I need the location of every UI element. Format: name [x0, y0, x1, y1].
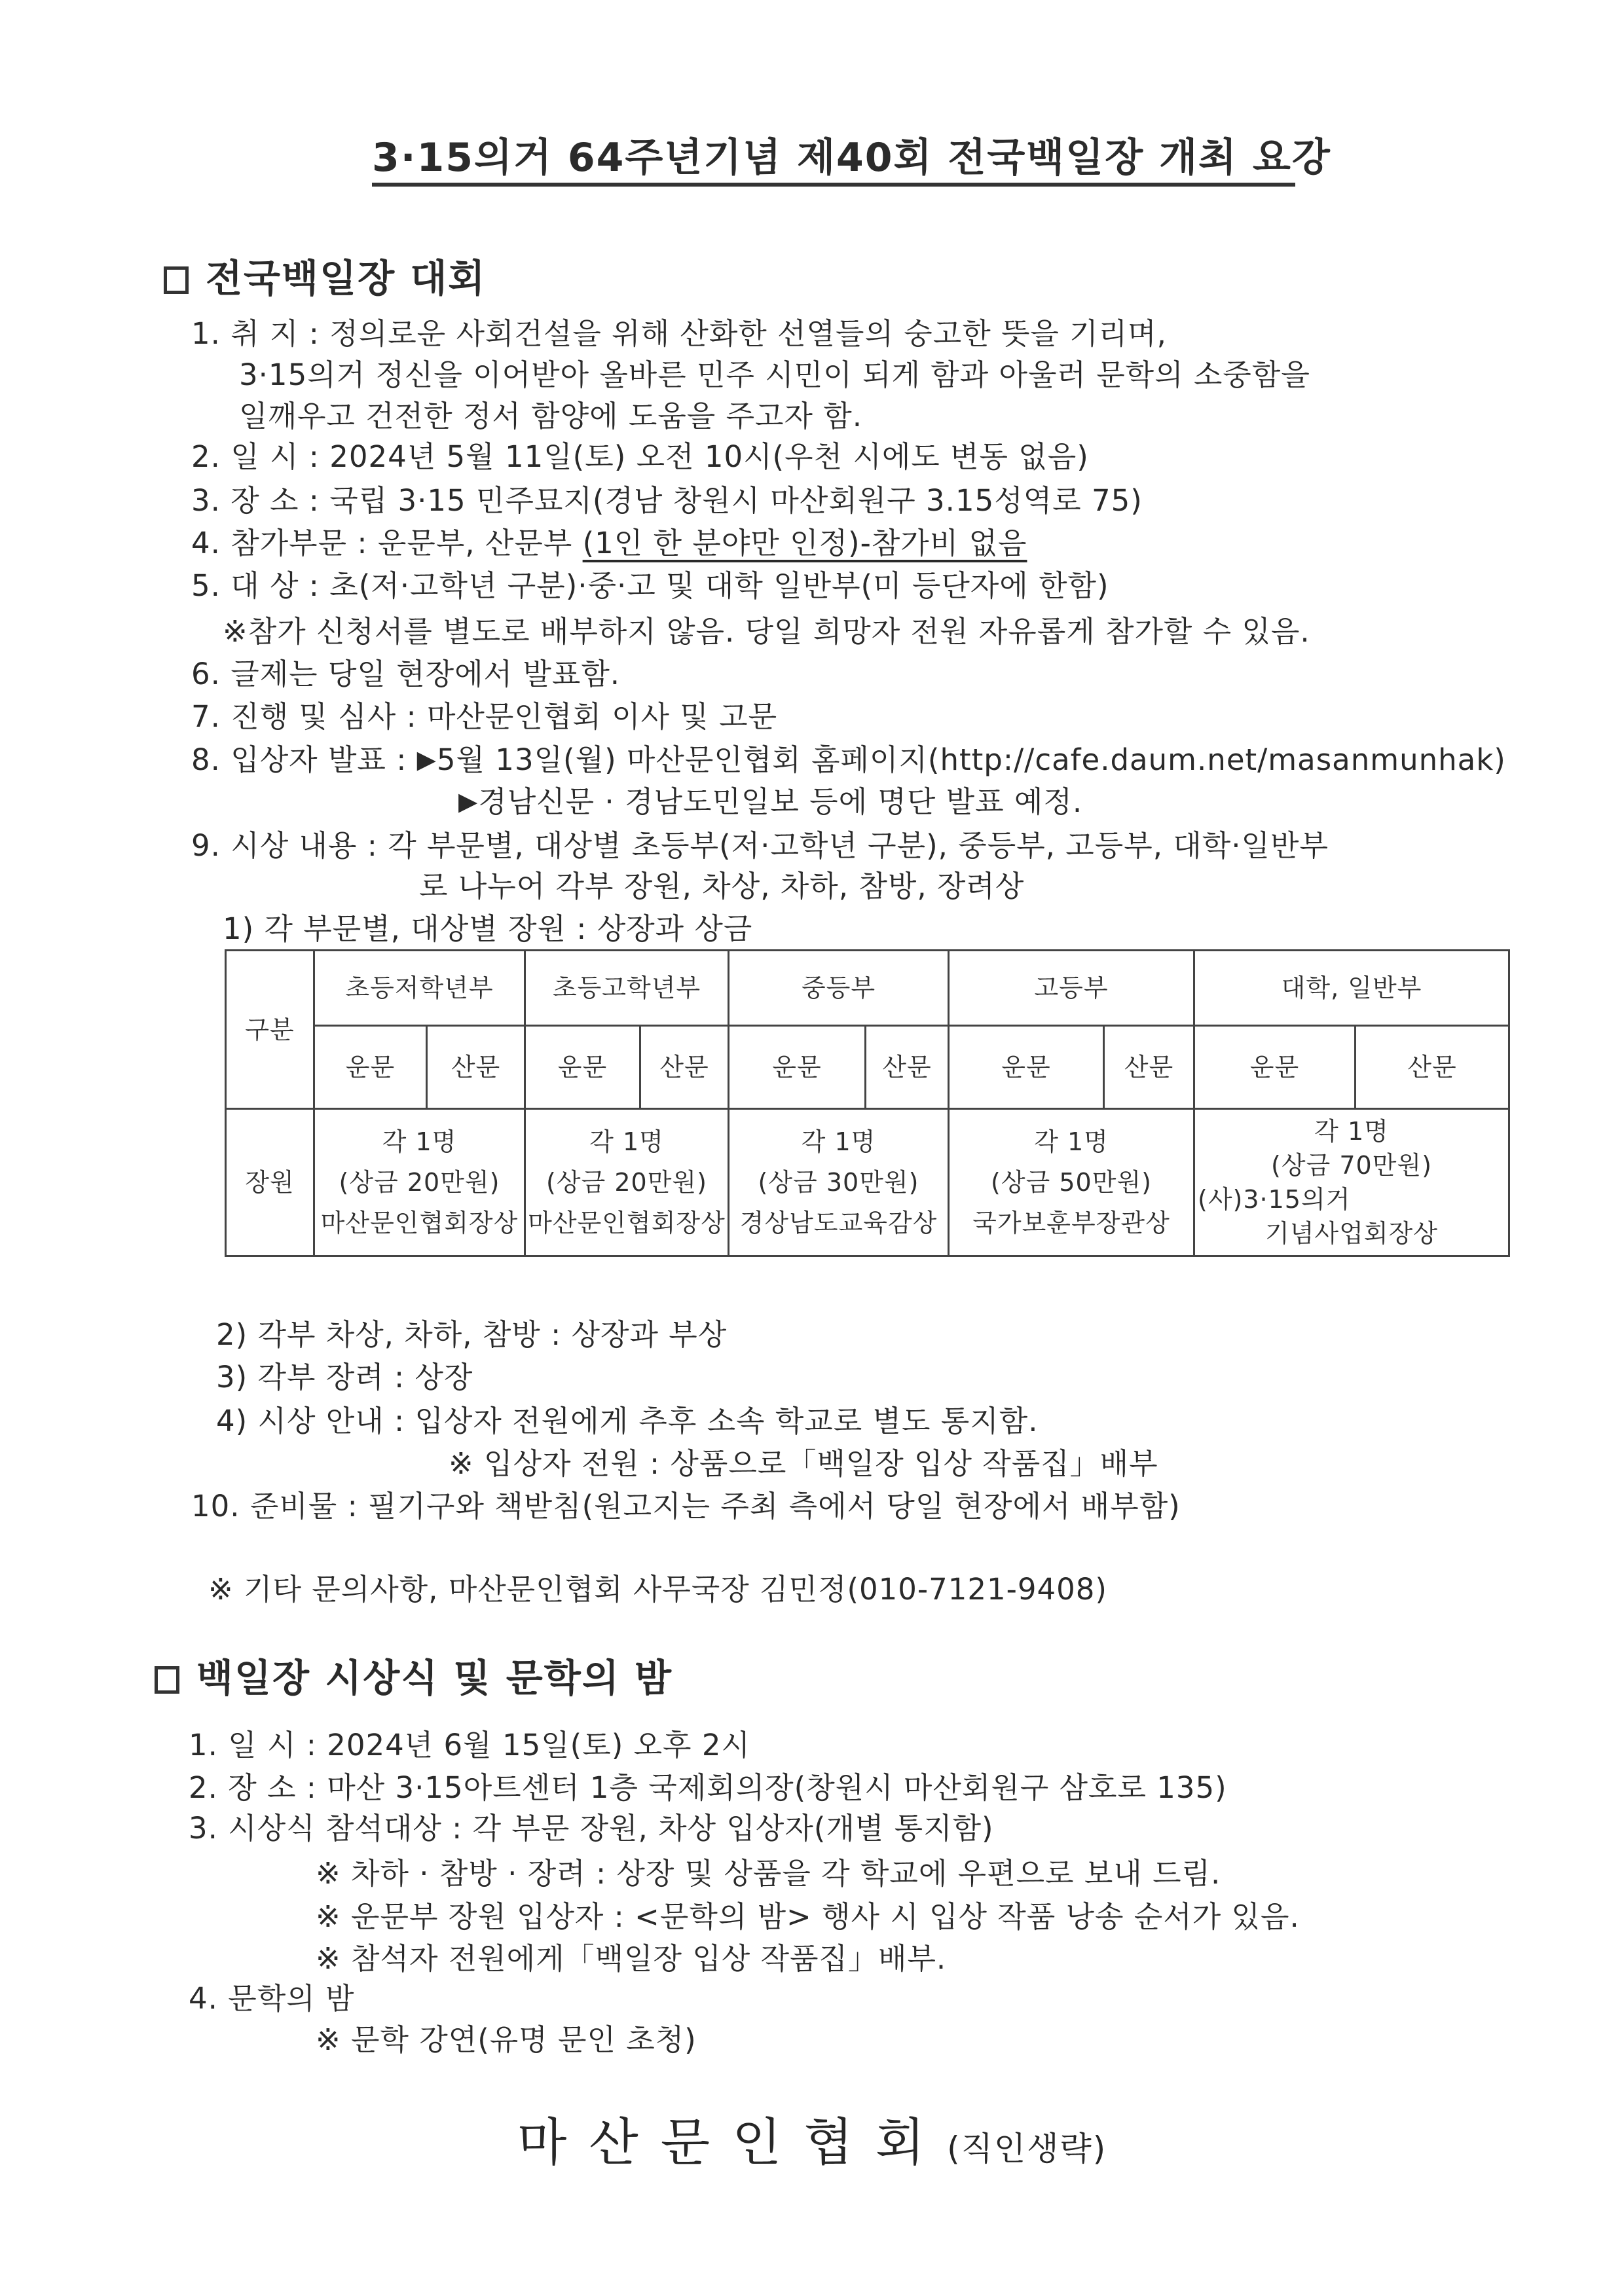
table-award-cell	[525, 1109, 729, 1256]
announcement-label: 8. 입상자 발표 :	[191, 742, 417, 777]
awards-sub2: 2) 각부 차상, 차하, 참방 : 상장과 부상	[216, 1317, 728, 1352]
table-award-cell	[314, 1109, 525, 1256]
item-categories	[191, 525, 1027, 562]
award-prize: (상금 20만원)	[546, 1168, 707, 1197]
triangle-bullet-icon: ▶	[458, 787, 479, 816]
item-label: 1. 취 지 :	[191, 316, 320, 351]
award-name-line2: 기념사업회장상	[1265, 1219, 1438, 1248]
award-name: 마산문인협회장상	[320, 1209, 519, 1237]
table-row-label: 장원	[226, 1109, 314, 1256]
table-sub-header: 산문	[1104, 1026, 1194, 1109]
ceremony-venue: 2. 장 소 : 마산 3·15아트센터 1층 국제회의장(창원시 마산회원구 삼호로 135)	[189, 1770, 1227, 1805]
table-sub-header: 운문	[525, 1026, 640, 1109]
literary-night: 4. 문학의 밤	[189, 1981, 355, 2016]
organization-signature	[517, 2111, 1107, 2180]
item-announcement	[191, 741, 1506, 778]
award-prize: (상금 20만원)	[339, 1168, 500, 1197]
table-sub-header: 운문	[1194, 1026, 1356, 1109]
awards-sub1: 1) 각 부문별, 대상별 장원 : 상장과 상금	[223, 911, 753, 946]
table-award-cell	[1194, 1109, 1509, 1256]
ceremony-attendees: 3. 시상식 참석대상 : 각 부문 장원, 차상 입상자(개별 통지함)	[189, 1811, 994, 1846]
document-title: 3·15의거 64주년기념 제40회 전국백일장 개최 요강	[372, 134, 1295, 187]
award-name: 마산문인협회장상	[528, 1209, 726, 1237]
section-heading-ceremony	[155, 1655, 673, 1701]
awards-sub3: 3) 각부 장려 : 상장	[216, 1360, 473, 1394]
table-award-cell	[949, 1109, 1194, 1256]
contact-note: ※ 기타 문의사항, 마산문인협회 사무국장 김민정(010-7121-9408)	[208, 1572, 1107, 1607]
seal-omitted-note: (직인생략)	[947, 2130, 1107, 2168]
categories-underlined-note: (1인 한 분야만 인정)-참가비 없음	[582, 526, 1027, 560]
table-group-header: 대학, 일반부	[1194, 951, 1509, 1026]
categories-text: 4. 참가부문 : 운문부, 산문부	[191, 526, 583, 560]
table-sub-header: 산문	[866, 1026, 949, 1109]
table-group-header: 중등부	[729, 951, 949, 1026]
announcement-newspapers: 경남신문 · 경남도민일보 등에 명단 발표 예정.	[478, 784, 1083, 819]
award-name: 경상남도교육감상	[739, 1209, 938, 1237]
item-awards: 9. 시상 내용 : 각 부문별, 대상별 초등부(저·고학년 구분), 중등부, 고등부, 대학·일반부	[191, 828, 1329, 863]
item-purpose	[191, 316, 1167, 352]
item-text: 정의로운 사회건설을 위해 산화한 선열들의 숭고한 뜻을 기리며,	[329, 316, 1167, 351]
table-sub-header: 운문	[729, 1026, 866, 1109]
award-count: 각 1명	[589, 1127, 664, 1156]
awards-sub4: 4) 시상 안내 : 입상자 전원에게 추후 소속 학교로 별도 통지함.	[216, 1404, 1039, 1438]
eligibility-note: ※참가 신청서를 별도로 배부하지 않음. 당일 희망자 전원 자유롭게 참가할 수 있음.	[223, 614, 1310, 649]
award-count: 각 1명	[1034, 1127, 1109, 1156]
section-heading-text: 전국백일장 대회	[206, 256, 487, 301]
item-awards-cont: 로 나누어 각부 장원, 차상, 차하, 참방, 장려상	[419, 869, 1025, 903]
table-sub-header: 운문	[314, 1026, 427, 1109]
ceremony-datetime: 1. 일 시 : 2024년 6월 15일(토) 오후 2시	[189, 1728, 750, 1762]
table-sub-header: 산문	[640, 1026, 729, 1109]
item-eligibility: 5. 대 상 : 초(저·고학년 구분)·중·고 및 대학 일반부(미 등단자에 한함)	[191, 568, 1109, 603]
table-sub-header: 산문	[1356, 1026, 1509, 1109]
item-venue: 3. 장 소 : 국립 3·15 민주묘지(경남 창원시 마산회원구 3.15성역로 75)	[191, 483, 1143, 518]
award-name: 국가보훈부장관상	[972, 1209, 1170, 1237]
table-group-header: 초등저학년부	[314, 951, 525, 1026]
literary-night-note: ※ 문학 강연(유명 문인 초청)	[316, 2022, 697, 2057]
checkbox-square-icon	[155, 1666, 179, 1694]
item-announcement-cont	[458, 783, 1082, 820]
table-sub-header: 운문	[949, 1026, 1104, 1109]
award-count: 각 1명	[801, 1127, 876, 1156]
section-heading-text: 백일장 시상식 및 문학의 밤	[196, 1656, 673, 1700]
checkbox-square-icon	[164, 266, 189, 294]
item-purpose-cont: 일깨우고 건전한 정서 함양에 도움을 주고자 함.	[239, 399, 863, 433]
item-topic: 6. 글제는 당일 현장에서 발표함.	[191, 657, 621, 691]
item-judging: 7. 진행 및 심사 : 마산문인협회 이사 및 고문	[191, 699, 778, 734]
ceremony-note: ※ 차하 · 참방 · 장려 : 상장 및 상품을 각 학교에 우편으로 보내 드림.	[316, 1856, 1221, 1891]
section-heading-contest	[164, 255, 486, 301]
award-prize: (상금 50만원)	[991, 1168, 1152, 1197]
ceremony-note: ※ 운문부 장원 입상자 : <문학의 밤> 행사 시 입상 작품 낭송 순서가 있음.	[316, 1899, 1300, 1934]
table-group-header: 고등부	[949, 951, 1194, 1026]
award-count: 각 1명	[1314, 1117, 1389, 1146]
award-table	[225, 949, 1510, 1257]
awards-sub4-note: ※ 입상자 전원 : 상품으로「백일장 입상 작품집」배부	[449, 1446, 1158, 1481]
item-supplies: 10. 준비물 : 필기구와 책받침(원고지는 주최 측에서 당일 현장에서 배부함)	[191, 1489, 1181, 1523]
triangle-bullet-icon: ▶	[416, 745, 437, 774]
ceremony-note: ※ 참석자 전원에게「백일장 입상 작품집」배부.	[316, 1941, 947, 1976]
award-prize: (상금 30만원)	[758, 1168, 919, 1197]
organization-name: 마산문인협회	[517, 2113, 948, 2172]
item-purpose-cont: 3·15의거 정신을 이어받아 올바른 민주 시민이 되게 함과 아울러 문학의 소중함을	[239, 357, 1310, 392]
table-sub-header: 산문	[427, 1026, 525, 1109]
item-datetime: 2. 일 시 : 2024년 5월 11일(토) 오전 10시(우천 시에도 변동 없음)	[191, 439, 1089, 474]
award-count: 각 1명	[382, 1127, 457, 1156]
table-group-header: 초등고학년부	[525, 951, 729, 1026]
announcement-homepage: 5월 13일(월) 마산문인협회 홈페이지(http://cafe.daum.net/masanmunhak)	[436, 742, 1506, 777]
table-award-cell	[729, 1109, 949, 1256]
award-name-line1: (사)3·15의거	[1198, 1185, 1351, 1214]
award-prize: (상금 70만원)	[1271, 1151, 1432, 1180]
table-corner-label: 구분	[226, 951, 314, 1109]
